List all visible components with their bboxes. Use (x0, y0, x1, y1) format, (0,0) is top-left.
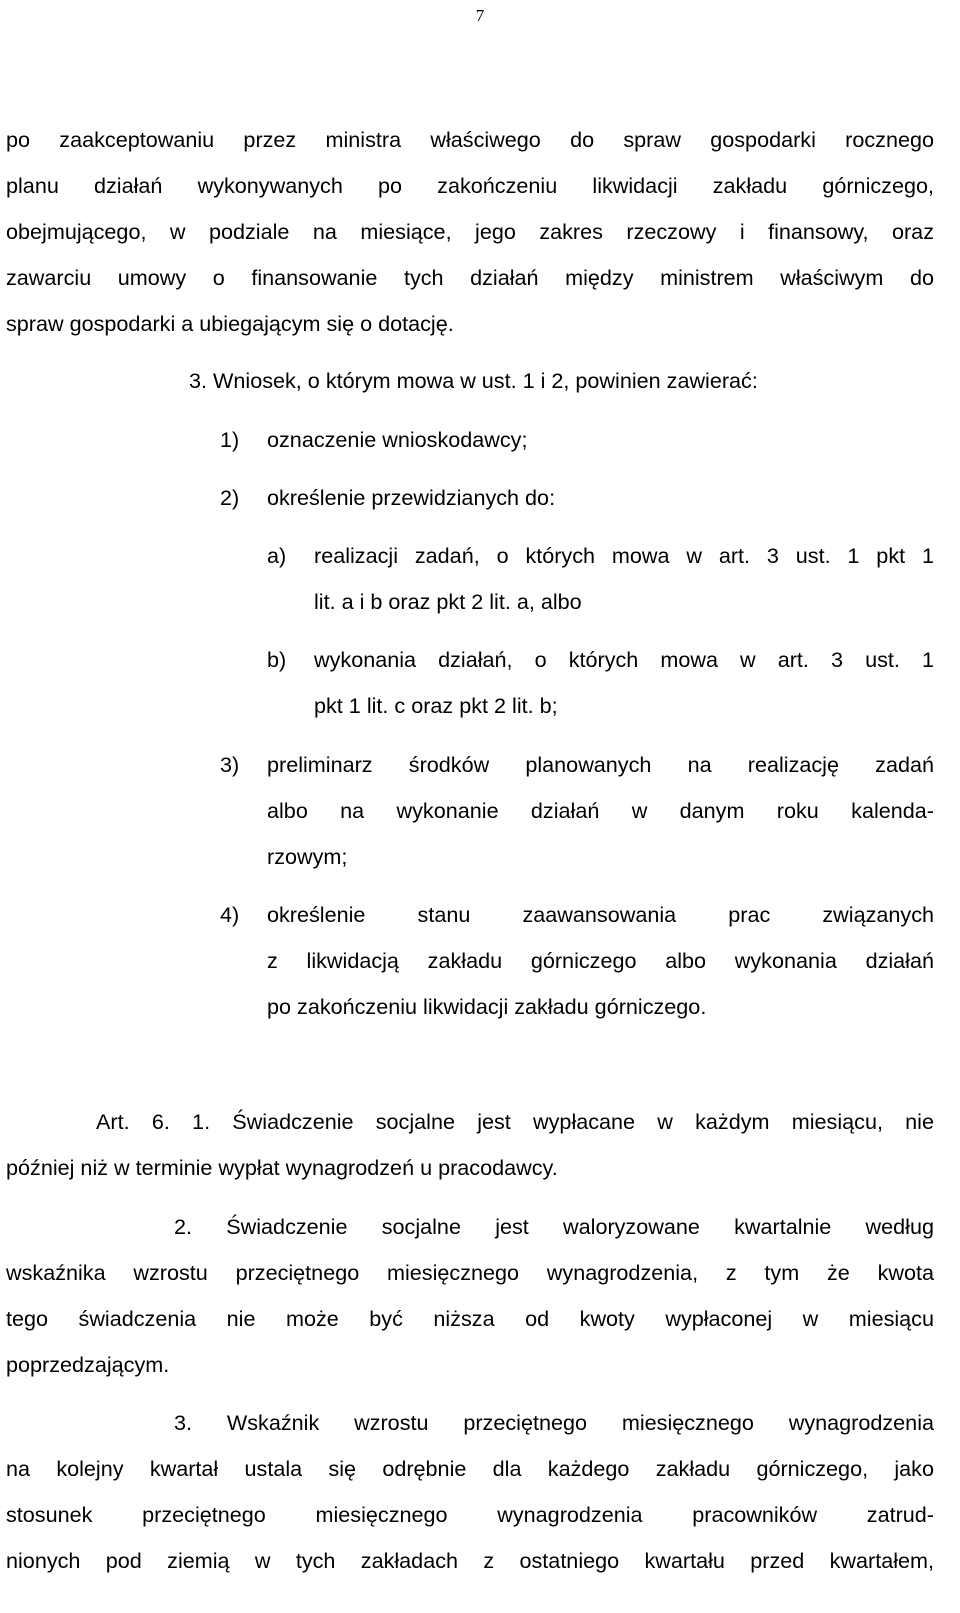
list-marker: b) (267, 647, 287, 672)
text-line: zawarciu umowy o finansowanie tych działań między ministrem właściwym do (6, 265, 934, 290)
article-text: tego świadczenia nie może być niższa od kwoty wypłaconej w miesiącu (6, 1306, 934, 1331)
article-text: nionych pod ziemią w tych zakładach z ostatniego kwartału przed kwartałem, (6, 1548, 934, 1573)
list-item-text: wykonania działań, o których mowa w art. 3 ust. 1 (314, 647, 934, 672)
article-text: stosunek przeciętnego miesięcznego wynagrodzenia pracowników zatrud- (6, 1502, 934, 1527)
list-marker: 4) (220, 902, 240, 927)
text-line: spraw gospodarki a ubiegającym się o dotację. (6, 311, 454, 336)
list-item-text: z likwidacją zakładu górniczego albo wykonania działań (267, 948, 934, 973)
list-item-text: po zakończeniu likwidacji zakładu górniczego. (267, 994, 707, 1019)
list-item-text: preliminarz środków planowanych na realizację zadań (267, 752, 934, 777)
article-text: poprzedzającym. (6, 1352, 170, 1377)
article-text: później niż w terminie wypłat wynagrodzeń u pracodawcy. (6, 1155, 558, 1180)
list-item-text: albo na wykonanie działań w danym roku kalenda- (267, 798, 934, 823)
text-line: planu działań wykonywanych po zakończeniu likwidacji zakładu górniczego, (6, 173, 934, 198)
list-item-text: lit. a i b oraz pkt 2 lit. a, albo (314, 589, 582, 614)
list-item-text: rzowym; (267, 844, 348, 869)
list-marker: a) (267, 543, 287, 568)
article-text: wskaźnika wzrostu przeciętnego miesięcznego wynagrodzenia, z tym że kwota (6, 1260, 934, 1285)
article-text: na kolejny kwartał ustala się odrębnie dla każdego zakładu górniczego, jako (6, 1456, 934, 1481)
article-text: 3. Wskaźnik wzrostu przeciętnego miesięcznego wynagrodzenia (174, 1410, 934, 1435)
list-item-text: oznaczenie wnioskodawcy; (267, 427, 528, 452)
text-line: obejmującego, w podziale na miesiące, jego zakres rzeczowy i finansowy, oraz (6, 219, 934, 244)
article-text: Art. 6. 1. Świadczenie socjalne jest wypłacane w każdym miesiącu, nie (96, 1109, 934, 1134)
article-text: 2. Świadczenie socjalne jest waloryzowane kwartalnie według (174, 1214, 934, 1239)
list-item-text: pkt 1 lit. c oraz pkt 2 lit. b; (314, 693, 558, 718)
page-number: 7 (475, 6, 485, 25)
list-marker: 3) (220, 752, 240, 777)
list-marker: 2) (220, 485, 240, 510)
list-item-text: określenie przewidzianych do: (267, 485, 556, 510)
list-item-text: realizacji zadań, o których mowa w art. 3 ust. 1 pkt 1 (314, 543, 934, 568)
list-marker: 1) (220, 427, 240, 452)
paragraph-3-text: 3. Wniosek, o którym mowa w ust. 1 i 2, powinien zawierać: (189, 368, 758, 393)
text-line: po zaakceptowaniu przez ministra właściwego do spraw gospodarki rocznego (6, 127, 934, 152)
list-item-text: określenie stanu zaawansowania prac związanych (267, 902, 934, 927)
